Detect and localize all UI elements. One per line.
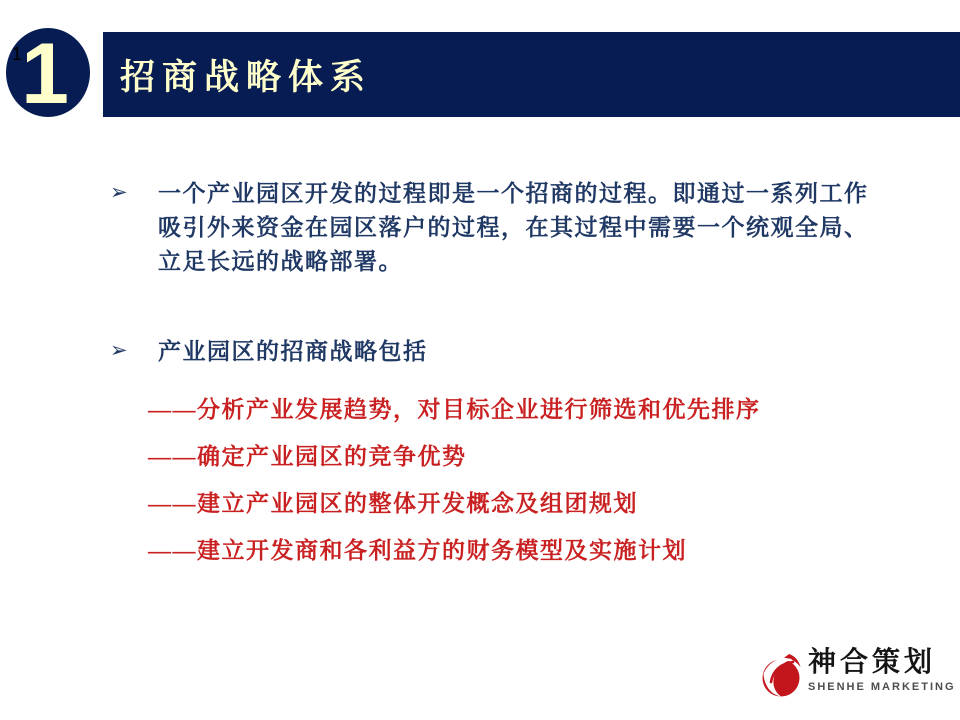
bullet-2-text <box>158 334 428 368</box>
title-bar <box>103 32 960 117</box>
sub-point-1: ——分析产业发展趋势，对目标企业进行筛选和优先排序 <box>148 397 761 422</box>
logo-company-name: 神合策划 <box>808 647 937 678</box>
bullet-1-text <box>158 176 869 278</box>
section-number: 1 <box>21 26 69 122</box>
bullet-arrow-icon: ➢ <box>110 339 128 362</box>
logo-text-block <box>808 646 956 698</box>
sub-point-3: ——建立产业园区的整体开发概念及组团规划 <box>148 491 638 516</box>
page-number: 1 <box>12 44 23 64</box>
sub-point-4: ——建立开发商和各利益方的财务模型及实施计划 <box>148 538 687 563</box>
sub-point-list <box>148 398 761 586</box>
bullet-item-1 <box>110 176 920 278</box>
section-number-badge <box>6 26 90 122</box>
bullet-item-2 <box>110 334 920 368</box>
sub-point-2: ——确定产业园区的竞争优势 <box>148 444 467 469</box>
company-logo <box>762 646 956 698</box>
logo-swirl-icon <box>762 654 802 698</box>
logo-subtitle: SHENHE MARKETING <box>808 681 956 693</box>
slide-title: 招商战略体系 <box>120 57 373 97</box>
bullet-1-line-2: 吸引外来资金在园区落户的过程，在其过程中需要一个统观全局、 <box>158 214 869 240</box>
bullet-1-line-3: 立足长远的战略部署。 <box>158 248 403 274</box>
bullet-2-line-1: 产业园区的招商战略包括 <box>158 338 428 364</box>
bullet-1-line-1: 一个产业园区开发的过程即是一个招商的过程。即通过一系列工作 <box>158 180 869 206</box>
bullet-arrow-icon: ➢ <box>110 181 128 204</box>
